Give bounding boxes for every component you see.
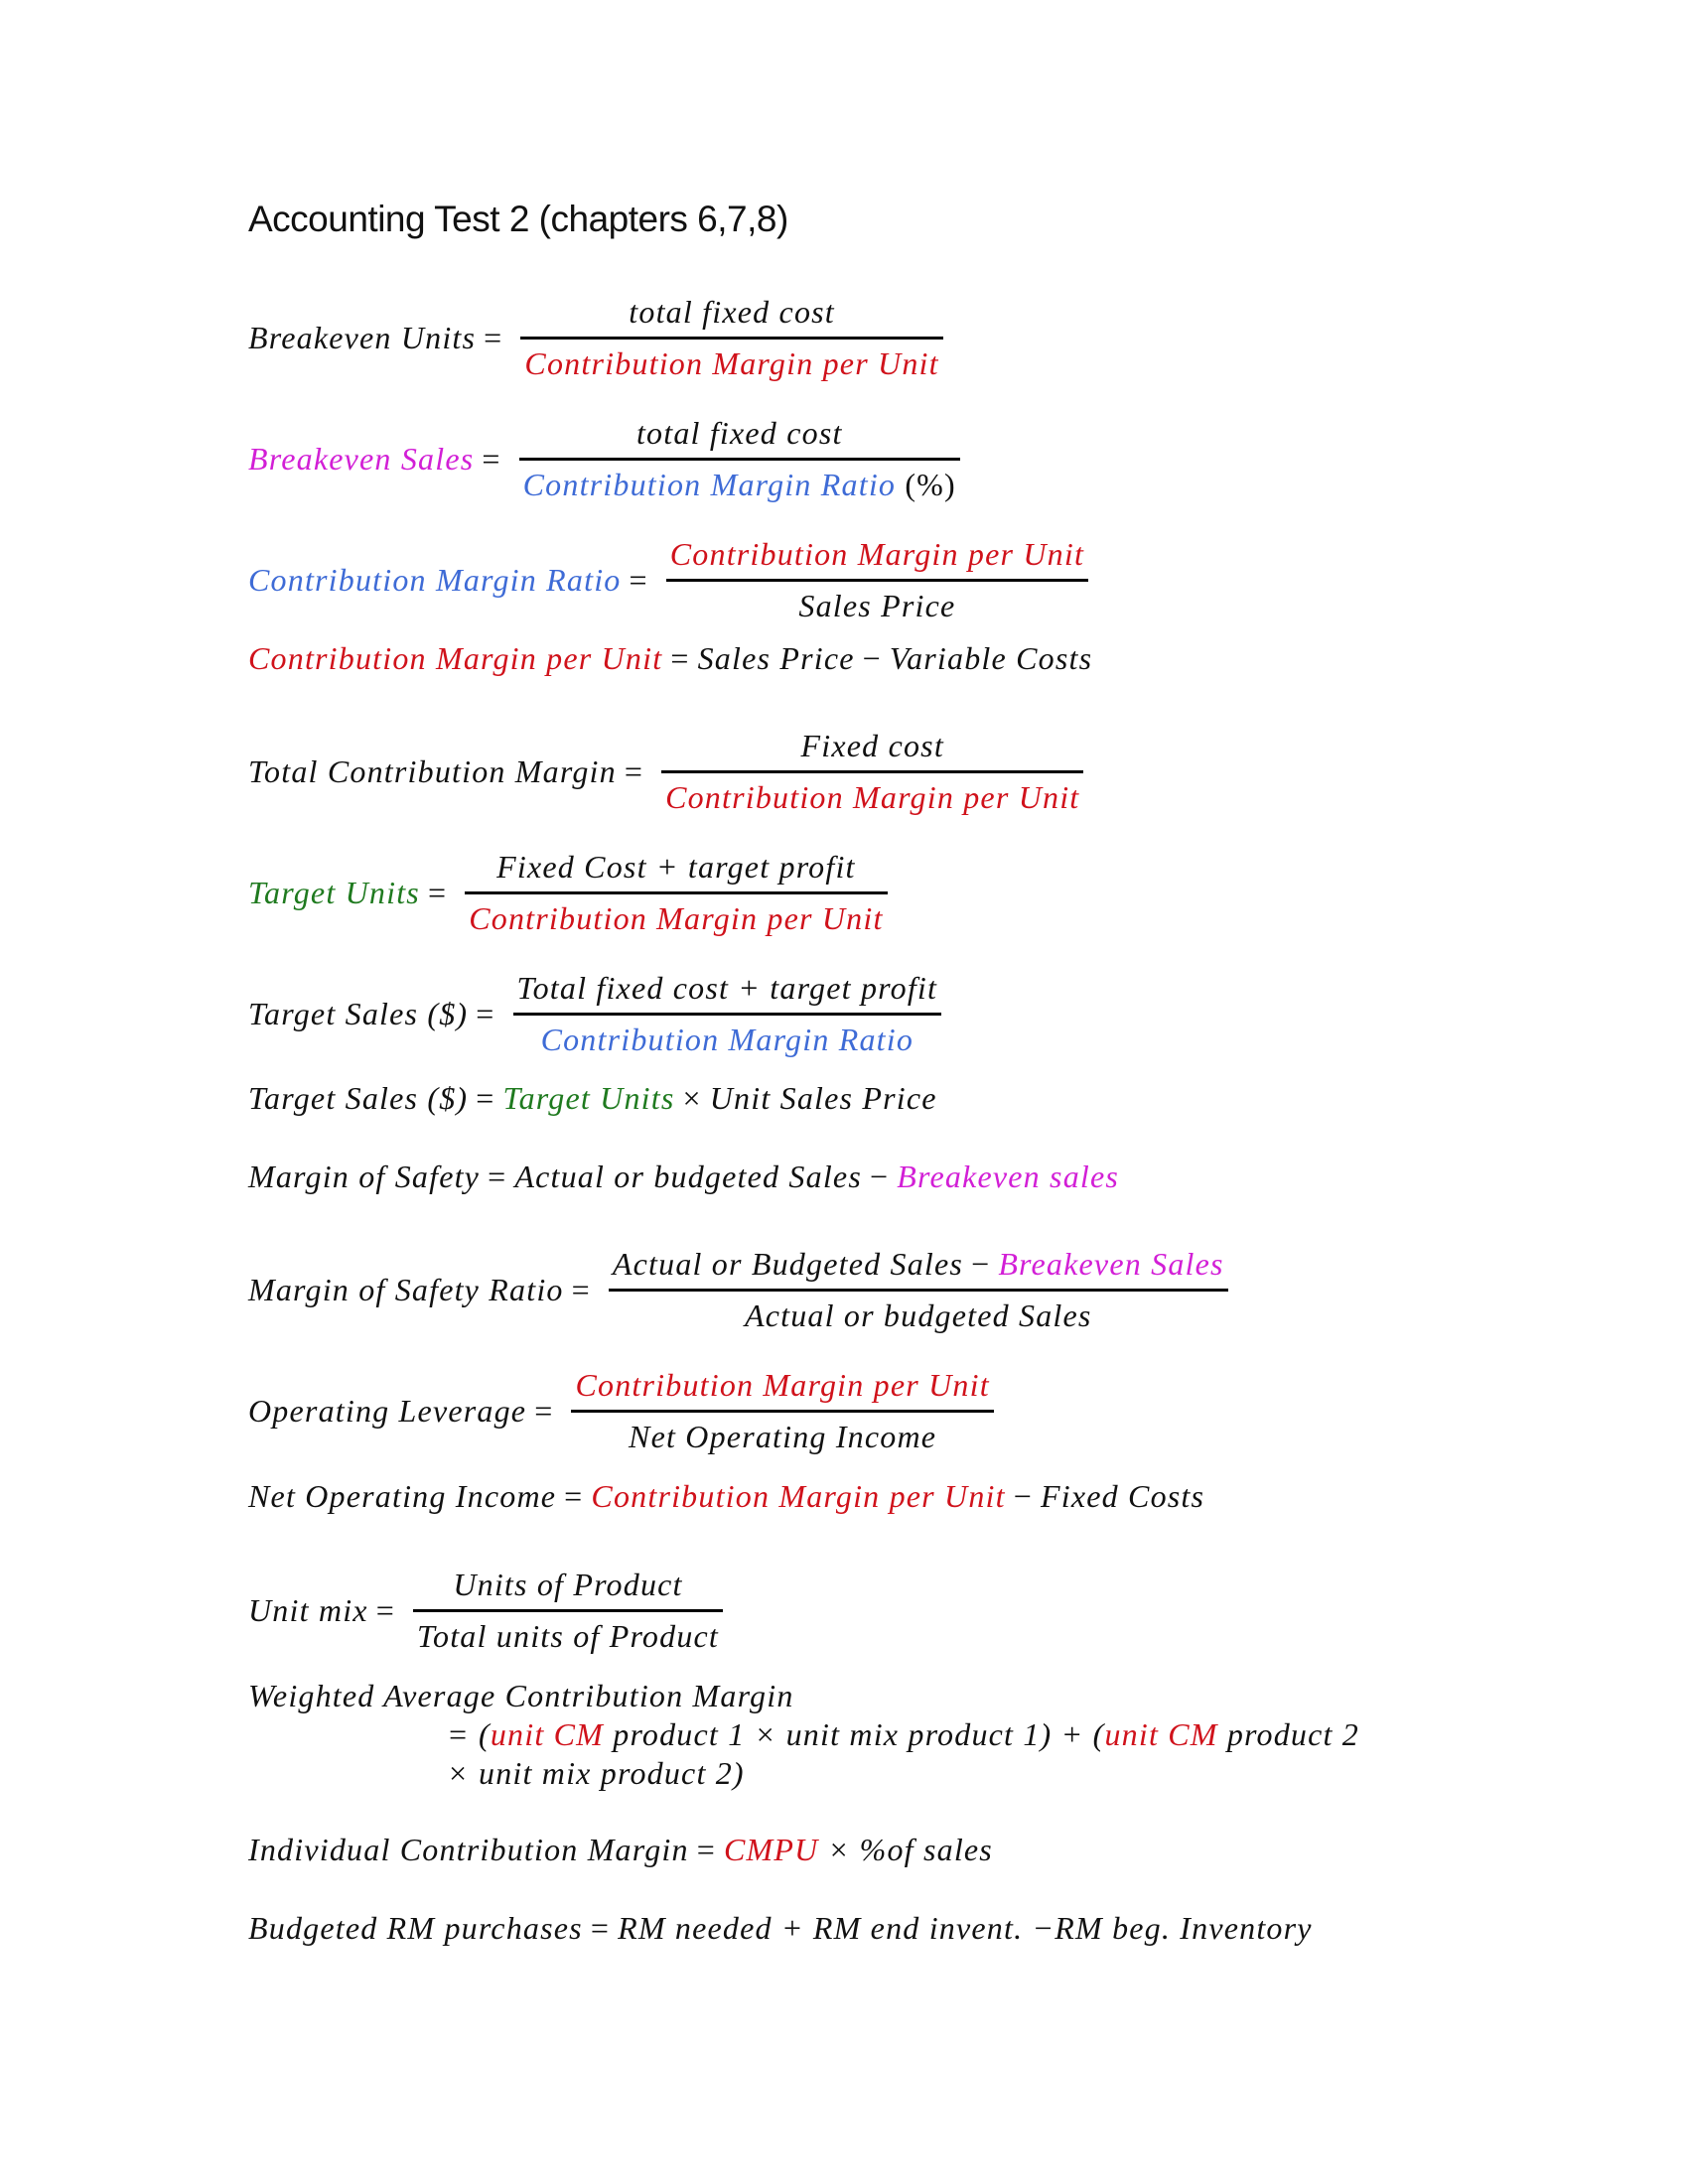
denominator: Contribution Margin Ratio: [513, 1013, 942, 1058]
equals-sign: =: [476, 1080, 495, 1116]
formula-mos-ratio: [248, 1246, 1228, 1334]
term: Contribution Margin per Unit: [591, 1478, 1006, 1514]
equals-sign: =: [375, 1592, 395, 1628]
equals-sign: =: [484, 320, 503, 355]
fraction: [519, 415, 960, 503]
formula-lhs: Contribution Margin Ratio: [248, 562, 622, 598]
formula-lhs: Breakeven Units: [248, 320, 477, 355]
numerator: Contribution Margin per Unit: [575, 1367, 990, 1403]
equals-sign: =: [670, 640, 690, 676]
term: Breakeven Sales: [998, 1246, 1224, 1282]
term: Unit Sales Price: [709, 1080, 937, 1116]
fraction: [666, 536, 1088, 624]
denominator: Actual or budgeted Sales: [609, 1289, 1228, 1334]
formula-lhs: Individual Contribution Margin: [248, 1832, 689, 1867]
equals-sign: =: [629, 562, 648, 598]
equals-sign: =: [534, 1393, 554, 1429]
term: unit CM: [1104, 1716, 1218, 1752]
formula-lhs: Contribution Margin per Unit: [248, 640, 663, 676]
formula-margin-of-safety: [248, 1159, 1119, 1195]
formula-wacm-rhs-line1: [447, 1716, 1359, 1753]
formula-lhs: Breakeven Sales: [248, 441, 475, 477]
term: Actual or budgeted Sales: [514, 1159, 862, 1194]
document-title: Accounting Test 2 (chapters 6,7,8): [248, 199, 788, 239]
formula-lhs: Unit mix: [248, 1592, 368, 1628]
numerator: total fixed cost: [635, 415, 843, 451]
denominator: Contribution Margin per Unit: [520, 337, 942, 382]
denominator: Contribution Margin per Unit: [661, 770, 1083, 816]
formula-lhs: Operating Leverage: [248, 1393, 527, 1429]
denominator: Net Operating Income: [571, 1410, 993, 1455]
minus-sign: −: [862, 640, 882, 676]
formula-lhs: Margin of Safety Ratio: [248, 1272, 564, 1307]
term: Target Units: [502, 1080, 675, 1116]
denominator: Contribution Margin per Unit: [465, 891, 887, 937]
numerator: Fixed Cost + target profit: [496, 849, 856, 885]
formula-budgeted-rm: [248, 1910, 1313, 1947]
equals-sign: =: [590, 1910, 611, 1946]
formula-total-cm: [248, 728, 1083, 816]
fraction: [413, 1567, 723, 1655]
term: RM needed + RM end invent. −RM beg. Inventory: [618, 1910, 1313, 1946]
term: Sales Price: [697, 640, 855, 676]
formula-lhs: Margin of Safety: [248, 1159, 481, 1194]
formula-lhs: Total Contribution Margin: [248, 753, 617, 789]
fraction: [520, 294, 942, 382]
term: product 1 × unit mix product 1) + (: [604, 1716, 1105, 1752]
fraction: [609, 1246, 1228, 1334]
fraction: [571, 1367, 993, 1455]
equals-sign: =: [476, 996, 495, 1031]
term: unit CM: [490, 1716, 605, 1752]
fraction: [513, 970, 942, 1058]
formula-wacm-lhs: Weighted Average Contribution Margin: [248, 1678, 794, 1713]
equals-sign: =: [564, 1478, 584, 1514]
formula-wacm-rhs-line2: × unit mix product 2): [447, 1755, 745, 1791]
formula-lhs: Budgeted RM purchases: [248, 1910, 583, 1946]
formula-target-units: [248, 849, 888, 937]
numerator: [609, 1246, 1228, 1289]
equals-sign: =: [696, 1832, 716, 1867]
formula-lhs: Net Operating Income: [248, 1478, 557, 1514]
formula-lhs: Target Units: [248, 875, 420, 910]
numerator: Fixed cost: [800, 728, 944, 763]
percent-suffix: (%): [905, 467, 956, 502]
minus-sign: −: [869, 1159, 890, 1194]
equals-sign: =: [571, 1272, 591, 1307]
formula-breakeven-units: [248, 294, 943, 382]
formula-lhs: Target Sales ($): [248, 1080, 469, 1116]
denominator: Total units of Product: [413, 1609, 723, 1655]
formula-cm-ratio: [248, 536, 1088, 624]
term: CMPU: [723, 1832, 819, 1867]
denominator: Sales Price: [666, 579, 1088, 624]
formula-operating-leverage: [248, 1367, 994, 1455]
denominator: [519, 458, 960, 503]
term: Actual or Budgeted Sales: [612, 1246, 964, 1282]
fraction: [465, 849, 887, 937]
minus-sign: −: [971, 1246, 991, 1282]
numerator: Total fixed cost + target profit: [516, 970, 938, 1006]
equals-sign: =: [624, 753, 644, 789]
numerator: total fixed cost: [629, 294, 835, 330]
formula-cmpu: [248, 640, 1092, 677]
numerator: Contribution Margin per Unit: [669, 536, 1085, 572]
equals-sign: =: [482, 441, 501, 477]
formula-target-sales-units: [248, 1080, 937, 1117]
term: Fixed Costs: [1040, 1478, 1205, 1514]
numerator: Units of Product: [453, 1567, 683, 1602]
term: × %of sales: [827, 1832, 993, 1867]
term: = (: [447, 1716, 491, 1752]
equals-sign: =: [488, 1159, 507, 1194]
term: product 2: [1217, 1716, 1359, 1752]
formula-lhs: Target Sales ($): [248, 996, 469, 1031]
formula-noi: [248, 1478, 1204, 1515]
denominator-term: Contribution Margin Ratio: [522, 467, 897, 502]
equals-sign: =: [427, 875, 448, 910]
minus-sign: −: [1013, 1478, 1033, 1514]
fraction: [661, 728, 1083, 816]
times-sign: ×: [682, 1080, 702, 1116]
term: Variable Costs: [889, 640, 1093, 676]
formula-unit-mix: [248, 1567, 723, 1655]
formula-breakeven-sales: [248, 415, 960, 503]
formula-target-sales-ratio: [248, 970, 941, 1058]
term: Breakeven sales: [897, 1159, 1120, 1194]
formula-icm: [248, 1832, 993, 1868]
